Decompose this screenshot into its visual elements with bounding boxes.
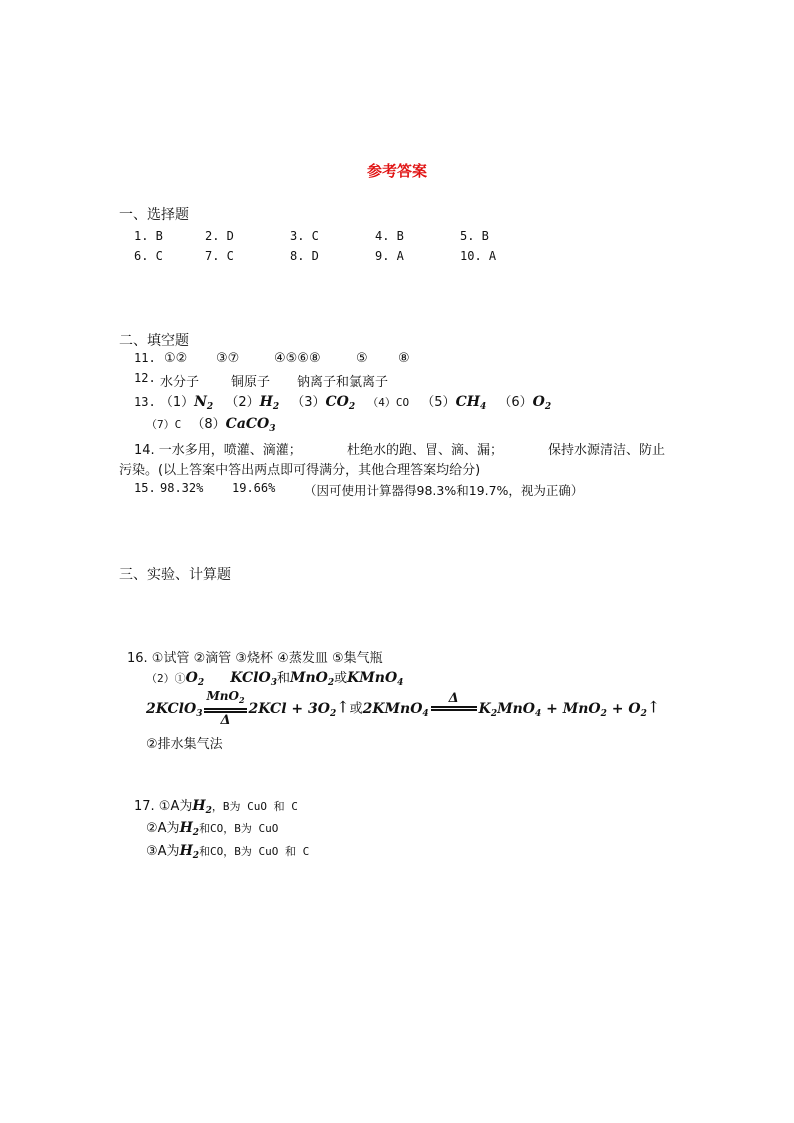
eq1-products: $2KCl + 3O_2$ (248, 700, 337, 719)
eq2-condition: Δ (431, 692, 477, 725)
q11-row (134, 351, 410, 366)
eq2-reactant: 2KMnO$_4$ (362, 700, 429, 719)
q12-item: 铜原子 (231, 375, 271, 390)
choice-answer: 2. D (205, 229, 234, 243)
q16-line1: 16. ①试管 ②滴管 ③烧杯 ④蒸发皿 ⑤集气瓶 (127, 651, 383, 666)
choice-answer: 8. D (290, 249, 319, 263)
q16-line2 (146, 667, 403, 688)
q12-item: 水分子 (160, 375, 200, 390)
q11-item: ④⑤⑥⑧ (274, 351, 321, 366)
q17-text: 和CO，B为 CuO (199, 822, 279, 835)
formula-mno2: MnO$_2$ (289, 670, 335, 688)
q17-line1 (134, 795, 298, 816)
gas-arrow: ↑ (646, 697, 661, 717)
formula-h2: $H_2$ (259, 394, 280, 412)
section-heading-choice: 一、选择题 (119, 207, 189, 223)
q11-item: ①② (164, 351, 188, 366)
q12-row (134, 371, 389, 390)
q14-text: 保持水源清洁、防止 (548, 443, 666, 458)
q17-text: ③A为 (146, 844, 180, 859)
formula-kclo3: KClO$_3$ (230, 670, 277, 688)
q16-equations (146, 690, 660, 727)
formula-o2: $O_2$ (532, 394, 552, 412)
conj-and: 和 (276, 671, 290, 686)
q11-item: ⑤ (356, 351, 368, 366)
formula-kmno4: KMnO$_4$ (347, 670, 404, 688)
q13-part: （1） (159, 395, 195, 410)
q17-text: 和CO，B为 CuO 和 C (199, 845, 310, 858)
choice-answer: 1. B (134, 229, 163, 243)
q14-text: 杜绝水的跑、冒、滴、漏； (347, 443, 504, 458)
q13-part: （7）C (146, 418, 182, 431)
q12-number: 12. (134, 371, 156, 385)
formula-h2: $H_2$ (179, 843, 200, 861)
q15-note: （因可使用计算器得98.3%和19.7%，视为正确） (304, 483, 584, 498)
q15-row (134, 481, 584, 498)
q13-line2 (146, 413, 276, 434)
q15-value: 19.66% (232, 481, 276, 495)
q13-part: （4）CO (367, 396, 410, 409)
formula-caco3: CaCO$_3$ (225, 416, 276, 434)
formula-co2: $CO_2$ (325, 394, 356, 412)
choice-answer: 10. A (460, 249, 497, 263)
q13-number: 13. (134, 395, 156, 409)
eq2-products: $K_2MnO_4 + MnO_2 + O_2$ (478, 700, 647, 719)
q14-line2: 污染。(以上答案中答出两点即可得满分，其他合理答案均给分) (119, 463, 481, 478)
q17-text: ②A为 (146, 821, 180, 836)
q17-text: ，B为 CuO 和 C (211, 800, 298, 813)
choice-answer: 5. B (460, 229, 489, 243)
formula-h2: $H_2$ (179, 820, 200, 838)
formula-ch4: $CH_4$ (455, 394, 487, 412)
q15-value: 98.32% (160, 481, 204, 495)
choice-answer: 6. C (134, 249, 163, 263)
q12-item: 钠离子和氯离子 (297, 375, 389, 390)
section-heading-experiment: 三、实验、计算题 (119, 567, 231, 583)
conj-or: 或 (334, 671, 348, 686)
choice-answer: 3. C (290, 229, 319, 243)
q17-line2 (146, 817, 278, 838)
choice-answer: 7. C (205, 249, 234, 263)
q11-item: ③⑦ (216, 351, 240, 366)
formula-n2: $N_2$ (194, 394, 214, 412)
eq1-condition: $\frac{MnO_2}{\Delta}$ (206, 689, 245, 728)
q15-number: 15. (134, 481, 156, 495)
q13-part: （8） (191, 417, 226, 432)
choice-answer: 4. B (375, 229, 404, 243)
q13-part: （5） (421, 395, 456, 410)
q14-text: 14. 一水多用，喷灌、滴灌； (134, 443, 302, 458)
section-heading-fill: 二、填空题 (119, 333, 189, 349)
formula-o2: $O_2$ (185, 670, 205, 688)
q13-part: （2） (225, 395, 260, 410)
q11-number: 11. (134, 351, 156, 365)
q13-part: （6） (498, 395, 533, 410)
q13-part: （3） (291, 395, 326, 410)
eq1-reactant: 2KClO$_3$ (146, 700, 203, 719)
conj-or: 或 (349, 701, 363, 717)
q16-part: （2）① (146, 672, 186, 685)
q13-line1 (134, 391, 551, 412)
gas-arrow: ↑ (336, 697, 350, 717)
choice-answer: 9. A (375, 249, 404, 263)
q17-line3 (146, 840, 309, 861)
q17-text: 17. ①A为 (134, 799, 193, 814)
q11-item: ⑧ (398, 351, 410, 366)
q14-line1 (134, 439, 666, 458)
page-title: 参考答案 (366, 162, 427, 180)
q16-line4: ②排水集气法 (146, 737, 223, 752)
formula-h2: $H_2$ (192, 798, 212, 816)
